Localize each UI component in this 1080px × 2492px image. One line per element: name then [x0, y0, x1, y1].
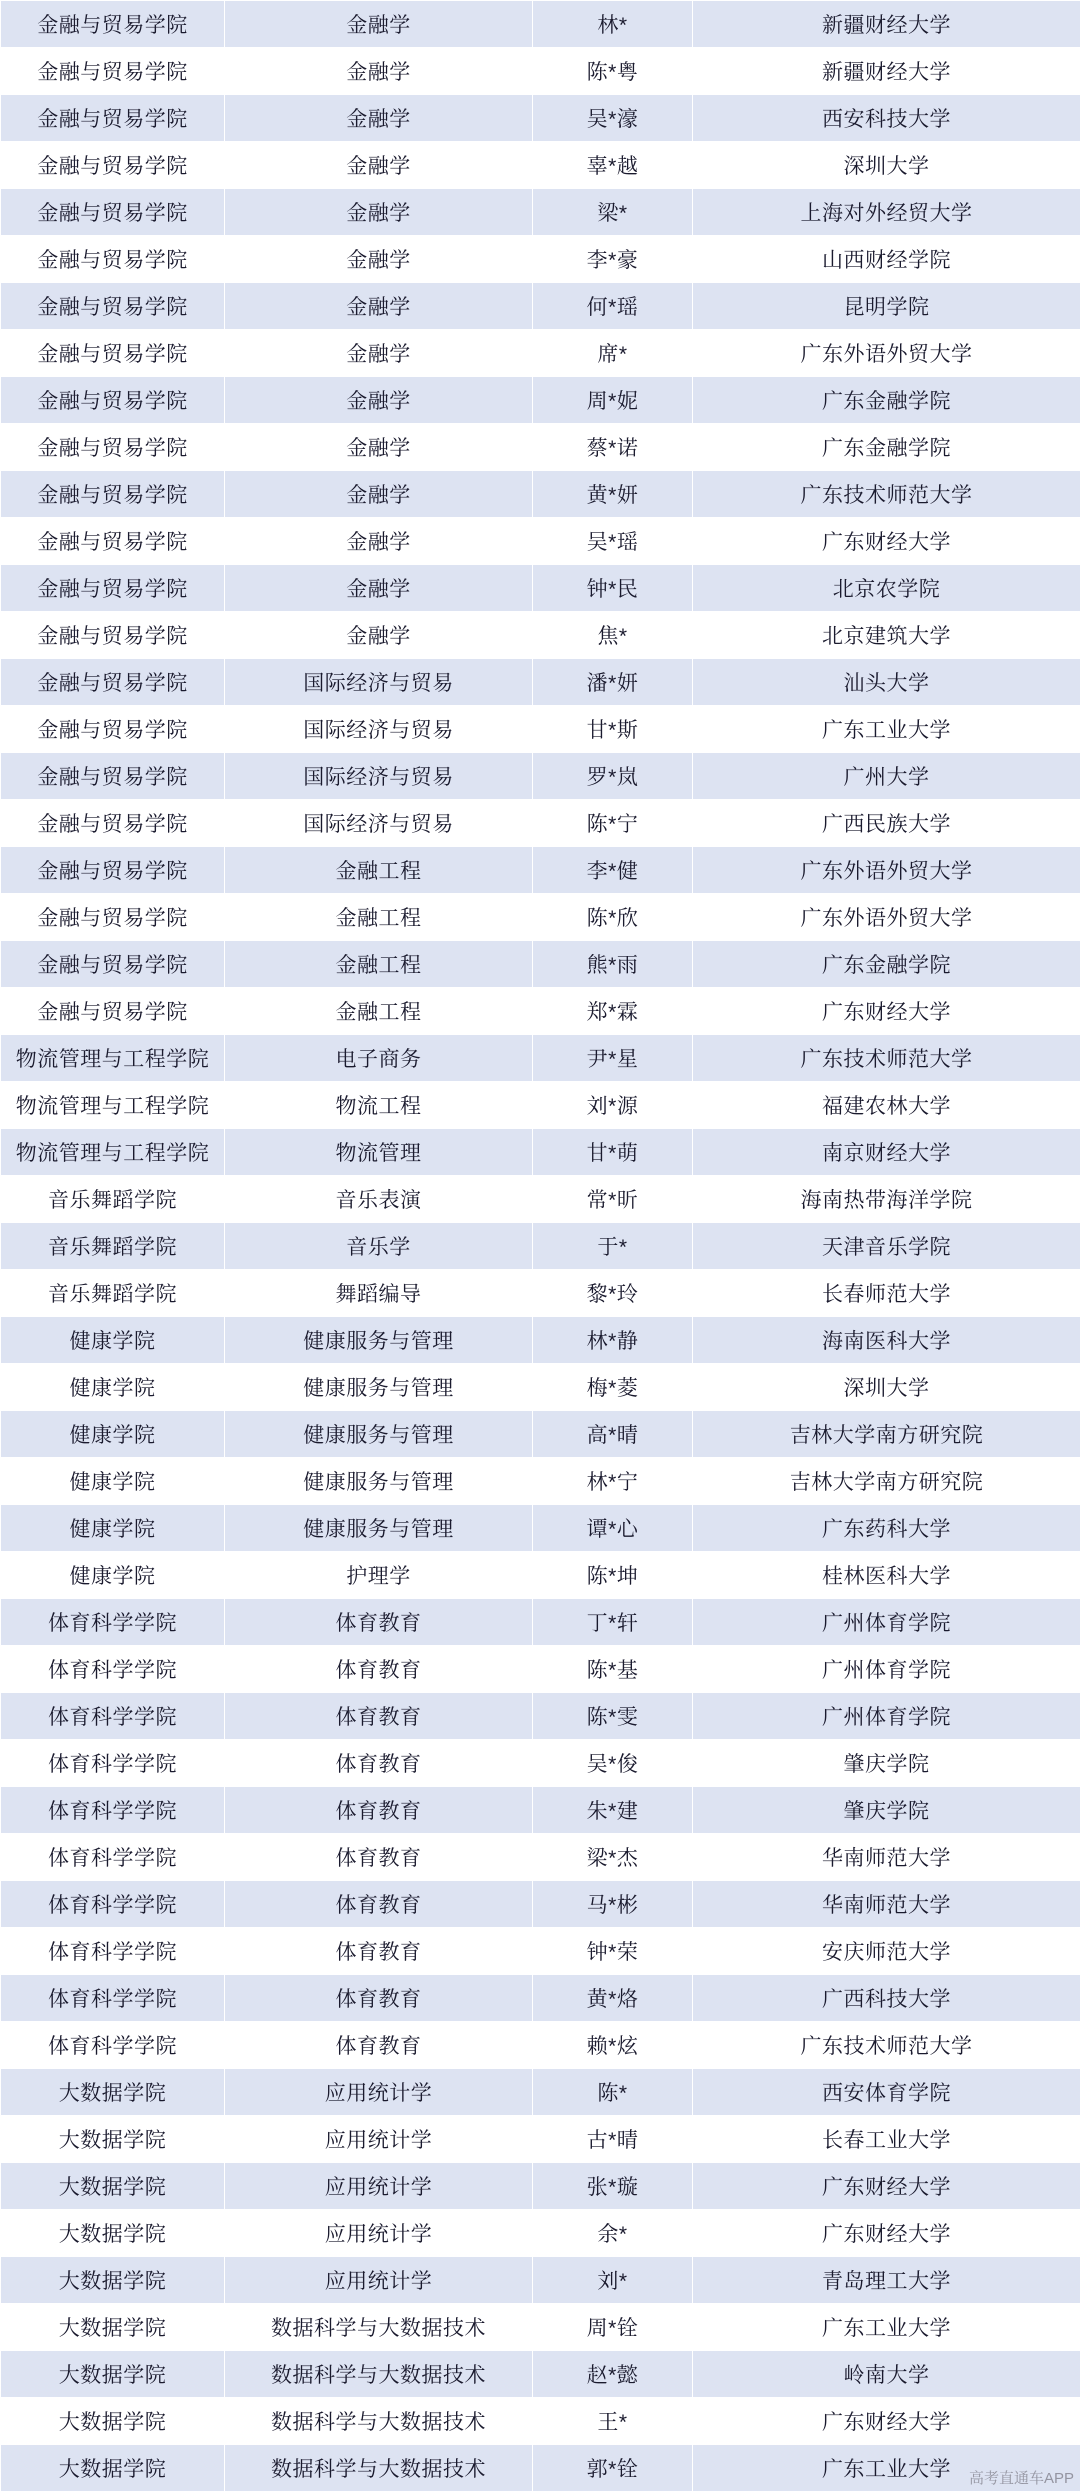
table-row — [1, 236, 1080, 283]
table-cell: 广东工业大学 — [693, 706, 1080, 753]
table-row — [1, 2351, 1080, 2398]
table-cell: 山西财经学院 — [693, 236, 1080, 283]
table-cell: 体育教育 — [225, 1646, 533, 1693]
table-cell: 马*彬 — [533, 1881, 693, 1928]
table-cell: 周*妮 — [533, 377, 693, 424]
table-cell: 金融学 — [225, 377, 533, 424]
table-row — [1, 753, 1080, 800]
table-cell: 金融与贸易学院 — [1, 894, 225, 941]
table-cell: 体育科学学院 — [1, 1928, 225, 1975]
table-cell: 物流管理与工程学院 — [1, 1082, 225, 1129]
table-cell: 北京农学院 — [693, 565, 1080, 612]
table-cell: 大数据学院 — [1, 2069, 225, 2116]
table-cell: 南京财经大学 — [693, 1129, 1080, 1176]
table-cell: 音乐舞蹈学院 — [1, 1270, 225, 1317]
table-row — [1, 330, 1080, 377]
table-body — [1, 1, 1080, 2492]
table-cell: 物流管理 — [225, 1129, 533, 1176]
table-cell: 陈*坤 — [533, 1552, 693, 1599]
table-cell: 钟*民 — [533, 565, 693, 612]
table-cell: 体育科学学院 — [1, 1787, 225, 1834]
table-cell: 吉林大学南方研究院 — [693, 1458, 1080, 1505]
table-row — [1, 894, 1080, 941]
table-cell: 广东外语外贸大学 — [693, 847, 1080, 894]
table-cell: 广东金融学院 — [693, 424, 1080, 471]
table-cell: 体育教育 — [225, 1928, 533, 1975]
table-cell: 大数据学院 — [1, 2116, 225, 2163]
table-cell: 健康服务与管理 — [225, 1458, 533, 1505]
table-cell: 广东金融学院 — [693, 941, 1080, 988]
table-cell: 吴*濠 — [533, 95, 693, 142]
table-cell: 华南师范大学 — [693, 1834, 1080, 1881]
table-cell: 李*健 — [533, 847, 693, 894]
table-cell: 数据科学与大数据技术 — [225, 2351, 533, 2398]
table-cell: 体育科学学院 — [1, 1881, 225, 1928]
table-row — [1, 988, 1080, 1035]
table-cell: 金融学 — [225, 424, 533, 471]
table-row — [1, 1693, 1080, 1740]
table-cell: 体育科学学院 — [1, 1975, 225, 2022]
table-cell: 舞蹈编导 — [225, 1270, 533, 1317]
table-row — [1, 1317, 1080, 1364]
table-cell: 金融与贸易学院 — [1, 1, 225, 48]
table-cell: 大数据学院 — [1, 2304, 225, 2351]
table-cell: 钟*荣 — [533, 1928, 693, 1975]
table-row — [1, 189, 1080, 236]
table-cell: 朱*建 — [533, 1787, 693, 1834]
table-cell: 大数据学院 — [1, 2210, 225, 2257]
table-cell: 于* — [533, 1223, 693, 1270]
table-cell: 长春师范大学 — [693, 1270, 1080, 1317]
table-row — [1, 2304, 1080, 2351]
table-cell: 陈*宁 — [533, 800, 693, 847]
table-cell: 金融学 — [225, 48, 533, 95]
table-row — [1, 1975, 1080, 2022]
table-cell: 金融工程 — [225, 847, 533, 894]
table-cell: 金融与贸易学院 — [1, 283, 225, 330]
table-cell: 林*静 — [533, 1317, 693, 1364]
table-cell: 健康服务与管理 — [225, 1505, 533, 1552]
table-cell: 金融与贸易学院 — [1, 612, 225, 659]
table-row — [1, 565, 1080, 612]
table-cell: 金融与贸易学院 — [1, 236, 225, 283]
table-cell: 金融工程 — [225, 894, 533, 941]
table-row — [1, 2398, 1080, 2445]
table-cell: 金融学 — [225, 612, 533, 659]
table-row — [1, 800, 1080, 847]
table-cell: 张*璇 — [533, 2163, 693, 2210]
table-cell: 广西科技大学 — [693, 1975, 1080, 2022]
table-cell: 音乐舞蹈学院 — [1, 1223, 225, 1270]
table-cell: 物流工程 — [225, 1082, 533, 1129]
table-cell: 应用统计学 — [225, 2210, 533, 2257]
table-cell: 西安科技大学 — [693, 95, 1080, 142]
table-cell: 健康学院 — [1, 1505, 225, 1552]
table-cell: 金融学 — [225, 283, 533, 330]
table-cell: 长春工业大学 — [693, 2116, 1080, 2163]
table-row — [1, 95, 1080, 142]
table-cell: 广州大学 — [693, 753, 1080, 800]
table-cell: 体育科学学院 — [1, 1646, 225, 1693]
table-cell: 体育科学学院 — [1, 1740, 225, 1787]
table-row — [1, 1364, 1080, 1411]
table-cell: 汕头大学 — [693, 659, 1080, 706]
table-cell: 金融与贸易学院 — [1, 706, 225, 753]
table-cell: 广东财经大学 — [693, 2163, 1080, 2210]
table-cell: 金融与贸易学院 — [1, 518, 225, 565]
table-cell: 金融学 — [225, 1, 533, 48]
table-cell: 金融与贸易学院 — [1, 753, 225, 800]
table-cell: 体育教育 — [225, 1740, 533, 1787]
table-cell: 甘*萌 — [533, 1129, 693, 1176]
table-cell: 音乐表演 — [225, 1176, 533, 1223]
table-cell: 深圳大学 — [693, 1364, 1080, 1411]
table-cell: 新疆财经大学 — [693, 48, 1080, 95]
table-cell: 古*晴 — [533, 2116, 693, 2163]
table-cell: 金融与贸易学院 — [1, 424, 225, 471]
table-row — [1, 2022, 1080, 2069]
table-cell: 健康学院 — [1, 1552, 225, 1599]
table-cell: 金融工程 — [225, 988, 533, 1035]
table-cell: 海南热带海洋学院 — [693, 1176, 1080, 1223]
table-cell: 金融与贸易学院 — [1, 659, 225, 706]
table-row — [1, 471, 1080, 518]
table-cell: 陈* — [533, 2069, 693, 2116]
table-cell: 体育教育 — [225, 1834, 533, 1881]
table-cell: 青岛理工大学 — [693, 2257, 1080, 2304]
table-cell: 广州体育学院 — [693, 1599, 1080, 1646]
table-row — [1, 1082, 1080, 1129]
table-cell: 海南医科大学 — [693, 1317, 1080, 1364]
table-cell: 金融与贸易学院 — [1, 377, 225, 424]
table-cell: 国际经济与贸易 — [225, 753, 533, 800]
table-row — [1, 2257, 1080, 2304]
table-cell: 梅*菱 — [533, 1364, 693, 1411]
table-cell: 陈*欣 — [533, 894, 693, 941]
table-row — [1, 2210, 1080, 2257]
table-cell: 大数据学院 — [1, 2257, 225, 2304]
table-cell: 广东技术师范大学 — [693, 2022, 1080, 2069]
table-row — [1, 1646, 1080, 1693]
table-row — [1, 2116, 1080, 2163]
table-row — [1, 1552, 1080, 1599]
table-cell: 梁* — [533, 189, 693, 236]
table-cell: 蔡*诺 — [533, 424, 693, 471]
table-cell: 席* — [533, 330, 693, 377]
table-cell: 健康学院 — [1, 1458, 225, 1505]
table-cell: 应用统计学 — [225, 2257, 533, 2304]
table-row — [1, 1787, 1080, 1834]
table-cell: 金融学 — [225, 518, 533, 565]
table-cell: 西安体育学院 — [693, 2069, 1080, 2116]
table-cell: 电子商务 — [225, 1035, 533, 1082]
table-cell: 甘*斯 — [533, 706, 693, 753]
table-row — [1, 941, 1080, 988]
table-cell: 广东工业大学 — [693, 2304, 1080, 2351]
table-cell: 谭*心 — [533, 1505, 693, 1552]
table-cell: 深圳大学 — [693, 142, 1080, 189]
table-cell: 金融与贸易学院 — [1, 189, 225, 236]
table-cell: 金融与贸易学院 — [1, 847, 225, 894]
table-cell: 金融学 — [225, 189, 533, 236]
table-cell: 金融与贸易学院 — [1, 800, 225, 847]
table-row — [1, 1035, 1080, 1082]
table-cell: 福建农林大学 — [693, 1082, 1080, 1129]
table-cell: 大数据学院 — [1, 2163, 225, 2210]
table-cell: 金融与贸易学院 — [1, 471, 225, 518]
table-cell: 广州体育学院 — [693, 1693, 1080, 1740]
table-cell: 天津音乐学院 — [693, 1223, 1080, 1270]
table-cell: 吴*俊 — [533, 1740, 693, 1787]
table-cell: 广州体育学院 — [693, 1646, 1080, 1693]
table-cell: 尹*星 — [533, 1035, 693, 1082]
table-cell: 健康学院 — [1, 1317, 225, 1364]
watermark-label: 高考直通车APP — [969, 2467, 1074, 2488]
table-cell: 广东财经大学 — [693, 2210, 1080, 2257]
table-row — [1, 1458, 1080, 1505]
table-row — [1, 1, 1080, 48]
table-cell: 应用统计学 — [225, 2069, 533, 2116]
table-cell: 大数据学院 — [1, 2445, 225, 2492]
table-row — [1, 1928, 1080, 1975]
table-cell: 金融与贸易学院 — [1, 48, 225, 95]
table-cell: 广西民族大学 — [693, 800, 1080, 847]
table-cell: 潘*妍 — [533, 659, 693, 706]
table-row — [1, 1411, 1080, 1458]
table-cell: 广东财经大学 — [693, 988, 1080, 1035]
table-cell: 肇庆学院 — [693, 1787, 1080, 1834]
table-cell: 大数据学院 — [1, 2351, 225, 2398]
table-cell: 金融与贸易学院 — [1, 330, 225, 377]
table-cell: 广东外语外贸大学 — [693, 894, 1080, 941]
table-cell: 广东财经大学 — [693, 2398, 1080, 2445]
table-row — [1, 1740, 1080, 1787]
table-cell: 陈*雯 — [533, 1693, 693, 1740]
table-row — [1, 518, 1080, 565]
table-cell: 金融与贸易学院 — [1, 988, 225, 1035]
table-cell: 体育科学学院 — [1, 1834, 225, 1881]
table-cell: 何*瑶 — [533, 283, 693, 330]
table-cell: 丁*轩 — [533, 1599, 693, 1646]
table-cell: 广东技术师范大学 — [693, 1035, 1080, 1082]
table-cell: 黎*玲 — [533, 1270, 693, 1317]
table-cell: 国际经济与贸易 — [225, 659, 533, 706]
table-cell: 华南师范大学 — [693, 1881, 1080, 1928]
table-cell: 熊*雨 — [533, 941, 693, 988]
table-cell: 数据科学与大数据技术 — [225, 2398, 533, 2445]
table-cell: 李*豪 — [533, 236, 693, 283]
table-cell: 郑*霖 — [533, 988, 693, 1035]
table-cell: 应用统计学 — [225, 2163, 533, 2210]
table-cell: 金融学 — [225, 142, 533, 189]
table-cell: 高*晴 — [533, 1411, 693, 1458]
table-cell: 健康学院 — [1, 1411, 225, 1458]
table-cell: 辜*越 — [533, 142, 693, 189]
table-cell: 体育教育 — [225, 1693, 533, 1740]
table-cell: 数据科学与大数据技术 — [225, 2304, 533, 2351]
table-cell: 林*宁 — [533, 1458, 693, 1505]
table-row — [1, 283, 1080, 330]
table-cell: 林* — [533, 1, 693, 48]
table-cell: 桂林医科大学 — [693, 1552, 1080, 1599]
table-cell: 肇庆学院 — [693, 1740, 1080, 1787]
table-cell: 岭南大学 — [693, 2351, 1080, 2398]
table-cell: 金融学 — [225, 95, 533, 142]
table-cell: 刘*源 — [533, 1082, 693, 1129]
table-cell: 音乐学 — [225, 1223, 533, 1270]
table-cell: 金融与贸易学院 — [1, 941, 225, 988]
table-row — [1, 377, 1080, 424]
table-cell: 体育教育 — [225, 1599, 533, 1646]
table-cell: 金融与贸易学院 — [1, 565, 225, 612]
table-row — [1, 612, 1080, 659]
table-cell: 广东财经大学 — [693, 518, 1080, 565]
table-cell: 体育科学学院 — [1, 1693, 225, 1740]
table-cell: 体育教育 — [225, 1881, 533, 1928]
table-cell: 广东外语外贸大学 — [693, 330, 1080, 377]
table-row — [1, 2163, 1080, 2210]
table-cell: 赵*懿 — [533, 2351, 693, 2398]
table-cell: 体育科学学院 — [1, 1599, 225, 1646]
table-cell: 广东工业大学 — [693, 2445, 1080, 2492]
table-cell: 梁*杰 — [533, 1834, 693, 1881]
table-row — [1, 1599, 1080, 1646]
table-row — [1, 2445, 1080, 2492]
table-cell: 刘* — [533, 2257, 693, 2304]
table-row — [1, 1881, 1080, 1928]
table-row — [1, 659, 1080, 706]
table-row — [1, 1176, 1080, 1223]
table-cell: 焦* — [533, 612, 693, 659]
table-cell: 金融与贸易学院 — [1, 95, 225, 142]
table-cell: 昆明学院 — [693, 283, 1080, 330]
table-cell: 应用统计学 — [225, 2116, 533, 2163]
table-row — [1, 1223, 1080, 1270]
table-cell: 金融学 — [225, 565, 533, 612]
table-cell: 健康服务与管理 — [225, 1411, 533, 1458]
table-cell: 新疆财经大学 — [693, 1, 1080, 48]
table-cell: 郭*铨 — [533, 2445, 693, 2492]
table-row — [1, 142, 1080, 189]
table-cell: 体育教育 — [225, 2022, 533, 2069]
table-cell: 国际经济与贸易 — [225, 706, 533, 753]
table-cell: 罗*岚 — [533, 753, 693, 800]
table-cell: 护理学 — [225, 1552, 533, 1599]
table-row — [1, 1505, 1080, 1552]
table-cell: 金融工程 — [225, 941, 533, 988]
table-cell: 健康服务与管理 — [225, 1317, 533, 1364]
table-cell: 体育科学学院 — [1, 2022, 225, 2069]
table-row — [1, 1129, 1080, 1176]
table-cell: 吉林大学南方研究院 — [693, 1411, 1080, 1458]
table-cell: 国际经济与贸易 — [225, 800, 533, 847]
table-row — [1, 1270, 1080, 1317]
table-cell: 体育教育 — [225, 1787, 533, 1834]
table-row — [1, 706, 1080, 753]
table-cell: 健康服务与管理 — [225, 1364, 533, 1411]
table-cell: 大数据学院 — [1, 2398, 225, 2445]
table-cell: 黄*烙 — [533, 1975, 693, 2022]
table-cell: 周*铨 — [533, 2304, 693, 2351]
table-cell: 陈*基 — [533, 1646, 693, 1693]
table-row — [1, 1834, 1080, 1881]
table-cell: 常*昕 — [533, 1176, 693, 1223]
table-cell: 物流管理与工程学院 — [1, 1035, 225, 1082]
table-cell: 数据科学与大数据技术 — [225, 2445, 533, 2492]
table-cell: 金融与贸易学院 — [1, 142, 225, 189]
table-cell: 北京建筑大学 — [693, 612, 1080, 659]
table-cell: 广东药科大学 — [693, 1505, 1080, 1552]
table-cell: 上海对外经贸大学 — [693, 189, 1080, 236]
table-cell: 吴*瑶 — [533, 518, 693, 565]
table-cell: 金融学 — [225, 236, 533, 283]
table-cell: 黄*妍 — [533, 471, 693, 518]
table-cell: 体育教育 — [225, 1975, 533, 2022]
table-cell: 物流管理与工程学院 — [1, 1129, 225, 1176]
table-row — [1, 2069, 1080, 2116]
table-cell: 安庆师范大学 — [693, 1928, 1080, 1975]
table-row — [1, 48, 1080, 95]
table-cell: 广东金融学院 — [693, 377, 1080, 424]
table-cell: 王* — [533, 2398, 693, 2445]
table-cell: 健康学院 — [1, 1364, 225, 1411]
table-row — [1, 847, 1080, 894]
table-row — [1, 424, 1080, 471]
table-cell: 音乐舞蹈学院 — [1, 1176, 225, 1223]
table-cell: 金融学 — [225, 471, 533, 518]
table-cell: 陈*粤 — [533, 48, 693, 95]
table-cell: 赖*炫 — [533, 2022, 693, 2069]
table-cell: 金融学 — [225, 330, 533, 377]
table-cell: 余* — [533, 2210, 693, 2257]
table-cell: 广东技术师范大学 — [693, 471, 1080, 518]
